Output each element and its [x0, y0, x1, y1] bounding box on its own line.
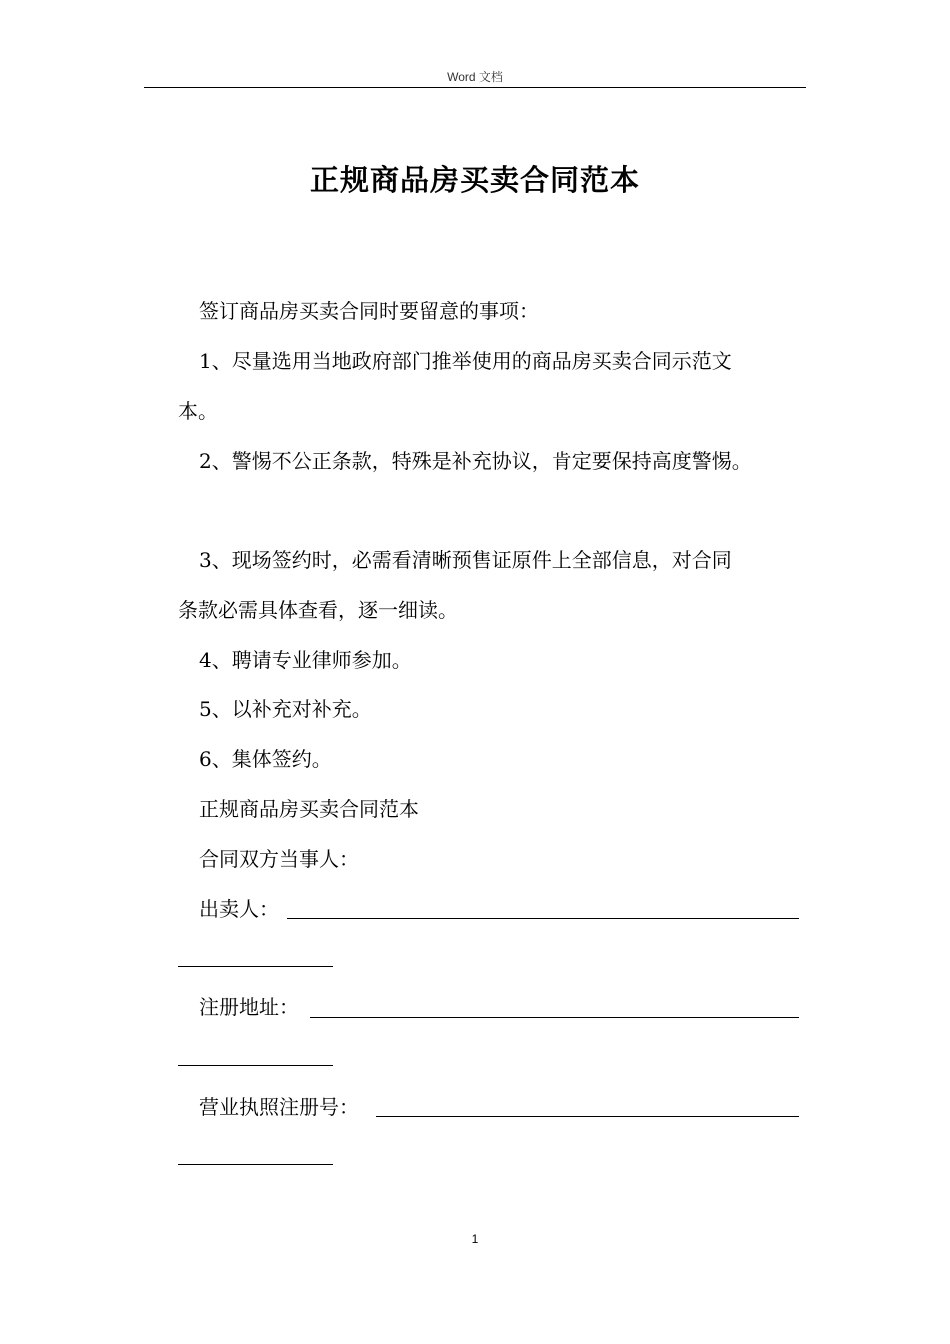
paragraph-item-3-line1: 3、现场签约时，必需看清晰预售证原件上全部信息，对合同	[199, 548, 732, 572]
paragraph-item-4: 4、聘请专业律师参加。	[199, 648, 412, 672]
paragraph-item-1-line1: 1、尽量选用当地政府部门推举使用的商品房买卖合同示范文	[199, 349, 732, 373]
paragraph-item-6: 6、集体签约。	[199, 747, 332, 771]
license-blank-line	[376, 1116, 799, 1117]
paragraph-item-5: 5、以补充对补充。	[199, 697, 372, 721]
page-header: Word 文档	[447, 70, 503, 84]
header-divider	[144, 87, 806, 88]
address-label: 注册地址：	[199, 995, 299, 1019]
address-blank-line	[310, 1017, 799, 1018]
license-blank-line-continued	[178, 1164, 333, 1165]
paragraph-item-2: 2、警惕不公正条款，特殊是补充协议，肯定要保持高度警惕。	[199, 449, 752, 473]
paragraph-parties: 合同双方当事人：	[199, 847, 359, 871]
address-blank-line-continued	[178, 1065, 333, 1066]
license-label: 营业执照注册号：	[199, 1095, 359, 1119]
page-number: 1	[471, 1232, 479, 1246]
paragraph-item-3-line2: 条款必需具体查看，逐一细读。	[178, 598, 458, 622]
document-title: 正规商品房买卖合同范本	[309, 163, 640, 197]
paragraph-intro: 签订商品房买卖合同时要留意的事项：	[199, 299, 539, 323]
seller-blank-line-continued	[178, 966, 333, 967]
paragraph-subtitle: 正规商品房买卖合同范本	[199, 797, 419, 821]
paragraph-item-1-line2: 本。	[178, 399, 218, 423]
seller-blank-line	[287, 918, 799, 919]
seller-label: 出卖人：	[199, 897, 279, 921]
